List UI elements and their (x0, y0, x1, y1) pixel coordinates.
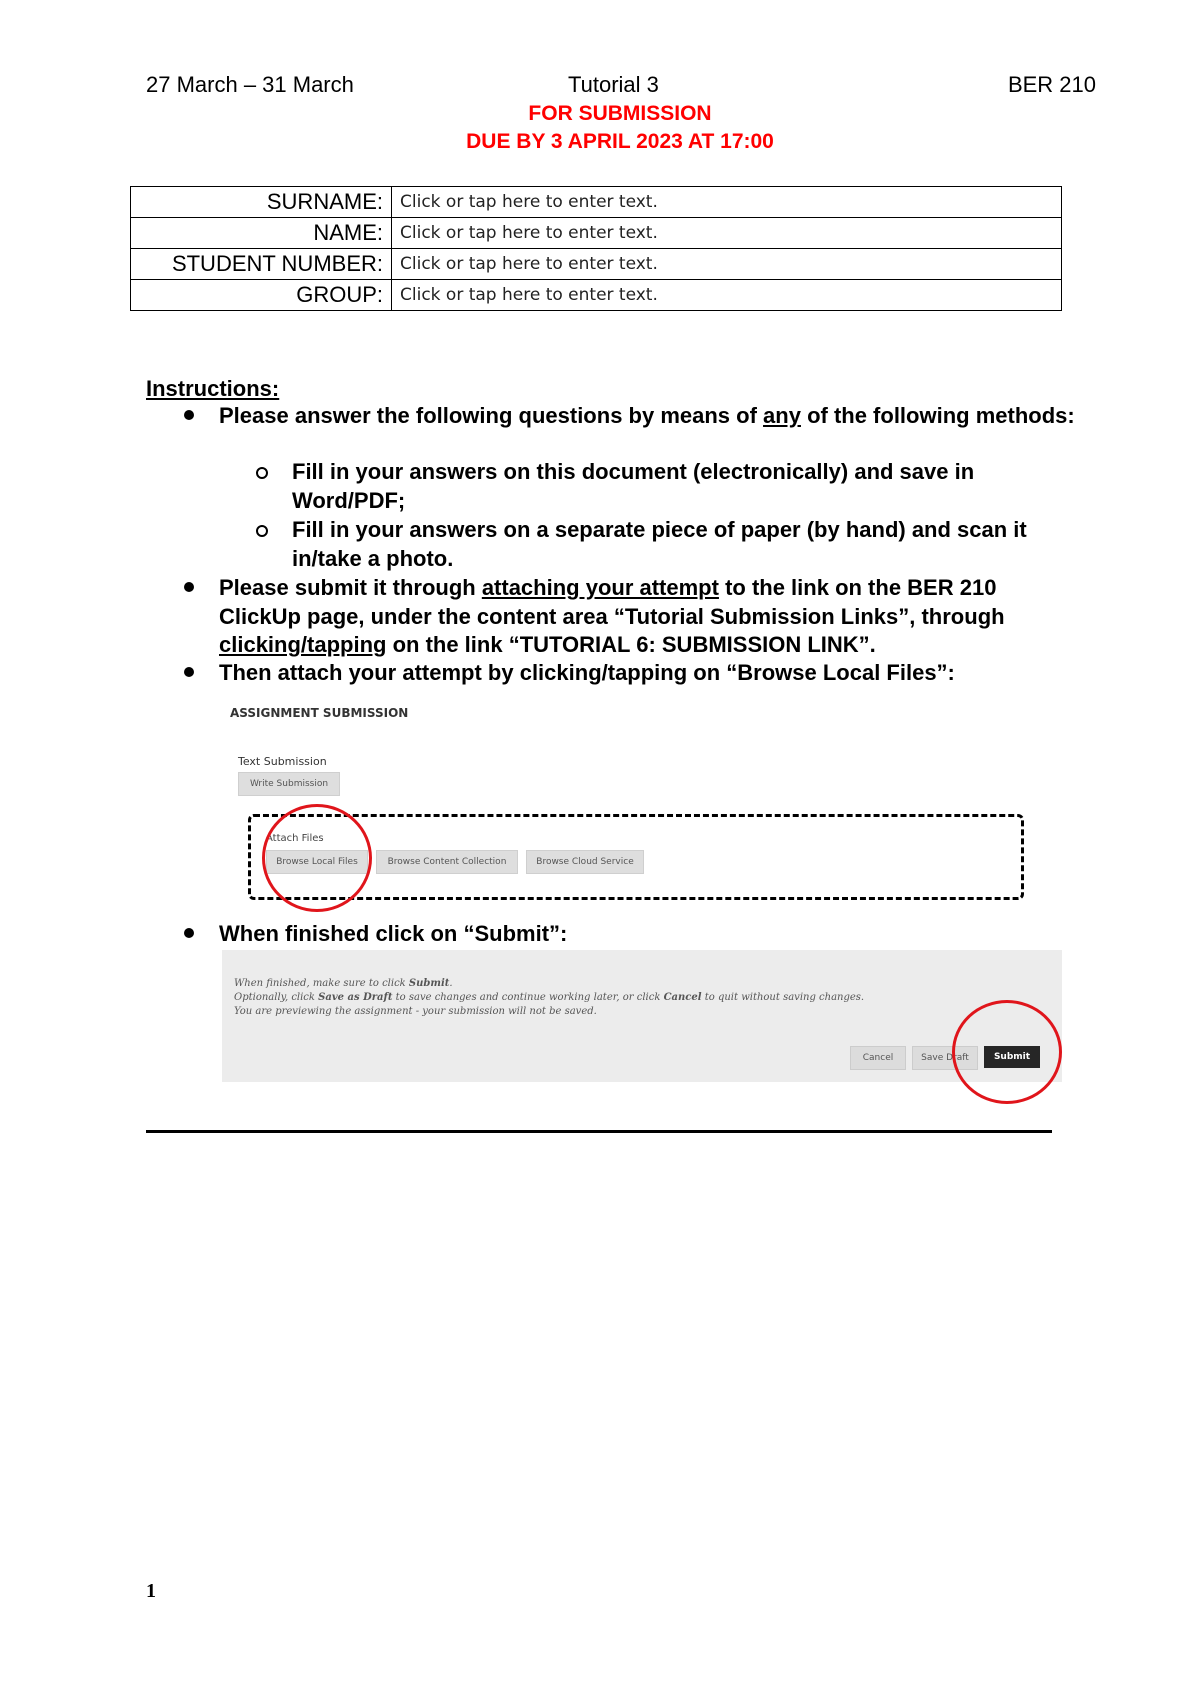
bullet-icon (184, 667, 194, 677)
header-date-range: 27 March – 31 March (146, 72, 354, 97)
surname-field[interactable]: Click or tap here to enter text. (392, 187, 1062, 218)
instruction-item: When finished click on “Submit”: (219, 921, 568, 946)
browse-content-collection-button[interactable]: Browse Content Collection (376, 850, 518, 874)
table-row (131, 187, 1062, 218)
attach-files-label: Attach Files (266, 833, 324, 844)
draft-instruction-line: Optionally, click Save as Draft to save changes and continue working later, or click Cancel to quit without saving changes. (234, 992, 865, 1003)
instruction-subitem: Fill in your answers on this document (electronically) and save in Word/PDF; (292, 459, 975, 513)
text-submission-label: Text Submission (238, 755, 327, 768)
instruction-item: Please submit it through attaching your attempt to the link on the BER 210 ClickUp page, under the content area “Tutorial Submission Links”, through clicking/tapping on the link “TUTORIAL 6: SUBMISSION LINK”. (219, 575, 1005, 657)
page-header (146, 72, 1096, 102)
group-field[interactable]: Click or tap here to enter text. (392, 280, 1062, 311)
highlight-circle-icon (262, 804, 372, 912)
instruction-item: Then attach your attempt by clicking/tapping on “Browse Local Files”: (219, 660, 955, 685)
submission-notice: FOR SUBMISSION (528, 102, 712, 125)
finish-instruction-line: When finished, make sure to click Submit. (234, 978, 453, 989)
bullet-icon (184, 582, 194, 592)
write-submission-button[interactable]: Write Submission (238, 772, 340, 796)
separator-line (146, 1130, 1052, 1133)
assignment-submission-screenshot (226, 700, 1046, 900)
due-date-notice: DUE BY 3 APRIL 2023 AT 17:00 (466, 130, 774, 153)
preview-notice-line: You are previewing the assignment - your submission will not be saved. (234, 1006, 597, 1017)
table-row (131, 218, 1062, 249)
group-label: GROUP: (131, 280, 392, 311)
sub-bullet-icon (256, 525, 268, 537)
instructions-heading: Instructions: (146, 376, 280, 401)
bullet-icon (184, 928, 194, 938)
surname-label: SURNAME: (131, 187, 392, 218)
highlight-circle-icon (952, 1000, 1062, 1104)
instruction-item: Please answer the following questions by means of any of the following methods: (219, 403, 1075, 428)
submit-button[interactable]: Submit (984, 1046, 1040, 1068)
table-row (131, 249, 1062, 280)
assignment-submission-title: ASSIGNMENT SUBMISSION (230, 706, 409, 720)
browse-cloud-service-button[interactable]: Browse Cloud Service (526, 850, 644, 874)
student-details-table (130, 186, 1062, 311)
sub-bullet-icon (256, 467, 268, 479)
page-number: 1 (146, 1580, 156, 1602)
header-course-code: BER 210 (1007, 72, 1096, 97)
name-label: NAME: (131, 218, 392, 249)
cancel-button[interactable]: Cancel (850, 1046, 906, 1070)
student-number-label: STUDENT NUMBER: (131, 249, 392, 280)
table-row (131, 280, 1062, 311)
submit-screenshot (222, 950, 1062, 1082)
student-number-field[interactable]: Click or tap here to enter text. (392, 249, 1062, 280)
save-draft-button[interactable]: Save Draft (912, 1046, 978, 1070)
header-tutorial: Tutorial 3 (568, 72, 659, 97)
name-field[interactable]: Click or tap here to enter text. (392, 218, 1062, 249)
instruction-subitem: Fill in your answers on a separate piece of paper (by hand) and scan it in/take a photo. (292, 517, 1027, 571)
bullet-icon (184, 410, 194, 420)
browse-local-files-button[interactable]: Browse Local Files (266, 850, 368, 874)
